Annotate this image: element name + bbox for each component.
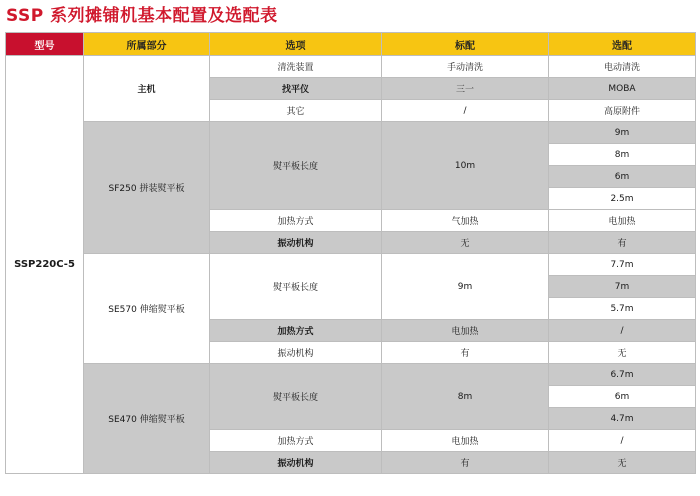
standard-cell: 8m (382, 364, 549, 430)
optional-cell: 6m (549, 386, 696, 408)
optional-cell: 5.7m (549, 298, 696, 320)
header-row (6, 33, 696, 56)
optional-cell: / (549, 430, 696, 452)
standard-cell: 有 (382, 342, 549, 364)
standard-cell: 9m (382, 254, 549, 320)
optional-cell: 2.5m (549, 188, 696, 210)
table-row (6, 56, 696, 78)
table-row (6, 364, 696, 386)
table-row (6, 254, 696, 276)
header-option: 选项 (210, 33, 382, 56)
option-cell: 加热方式 (210, 210, 382, 232)
standard-cell: 电加热 (382, 430, 549, 452)
option-cell: 振动机构 (210, 342, 382, 364)
optional-cell: 高原附件 (549, 100, 696, 122)
option-cell: 熨平板长度 (210, 122, 382, 210)
option-cell: 找平仪 (210, 78, 382, 100)
option-cell: 振动机构 (210, 232, 382, 254)
part-screed-sf250: SF250 拼装熨平板 (84, 122, 210, 254)
optional-cell: 电加热 (549, 210, 696, 232)
model-cell: SSP220C-5 (6, 56, 84, 474)
option-cell: 其它 (210, 100, 382, 122)
standard-cell: 手动清洗 (382, 56, 549, 78)
optional-cell: 电动清洗 (549, 56, 696, 78)
optional-cell: 无 (549, 452, 696, 474)
standard-cell: 有 (382, 452, 549, 474)
option-cell: 振动机构 (210, 452, 382, 474)
optional-cell: 无 (549, 342, 696, 364)
part-screed-se570: SE570 伸缩熨平板 (84, 254, 210, 364)
option-cell: 加热方式 (210, 430, 382, 452)
table-row (6, 122, 696, 144)
option-cell: 清洗装置 (210, 56, 382, 78)
part-screed-se470: SE470 伸缩熨平板 (84, 364, 210, 474)
optional-cell: / (549, 320, 696, 342)
page-title: SSP 系列摊铺机基本配置及选配表 (6, 6, 278, 26)
standard-cell: / (382, 100, 549, 122)
standard-cell: 三一 (382, 78, 549, 100)
optional-cell: 有 (549, 232, 696, 254)
optional-cell: 6.7m (549, 364, 696, 386)
part-main-unit: 主机 (84, 56, 210, 122)
standard-cell: 无 (382, 232, 549, 254)
optional-cell: MOBA (549, 78, 696, 100)
standard-cell: 气加热 (382, 210, 549, 232)
configuration-table (5, 32, 696, 474)
header-standard: 标配 (382, 33, 549, 56)
optional-cell: 4.7m (549, 408, 696, 430)
header-model: 型号 (6, 33, 84, 56)
optional-cell: 9m (549, 122, 696, 144)
optional-cell: 6m (549, 166, 696, 188)
header-optional: 选配 (549, 33, 696, 56)
standard-cell: 电加热 (382, 320, 549, 342)
header-part: 所属部分 (84, 33, 210, 56)
option-cell: 熨平板长度 (210, 364, 382, 430)
standard-cell: 10m (382, 122, 549, 210)
option-cell: 熨平板长度 (210, 254, 382, 320)
option-cell: 加热方式 (210, 320, 382, 342)
optional-cell: 8m (549, 144, 696, 166)
optional-cell: 7m (549, 276, 696, 298)
optional-cell: 7.7m (549, 254, 696, 276)
